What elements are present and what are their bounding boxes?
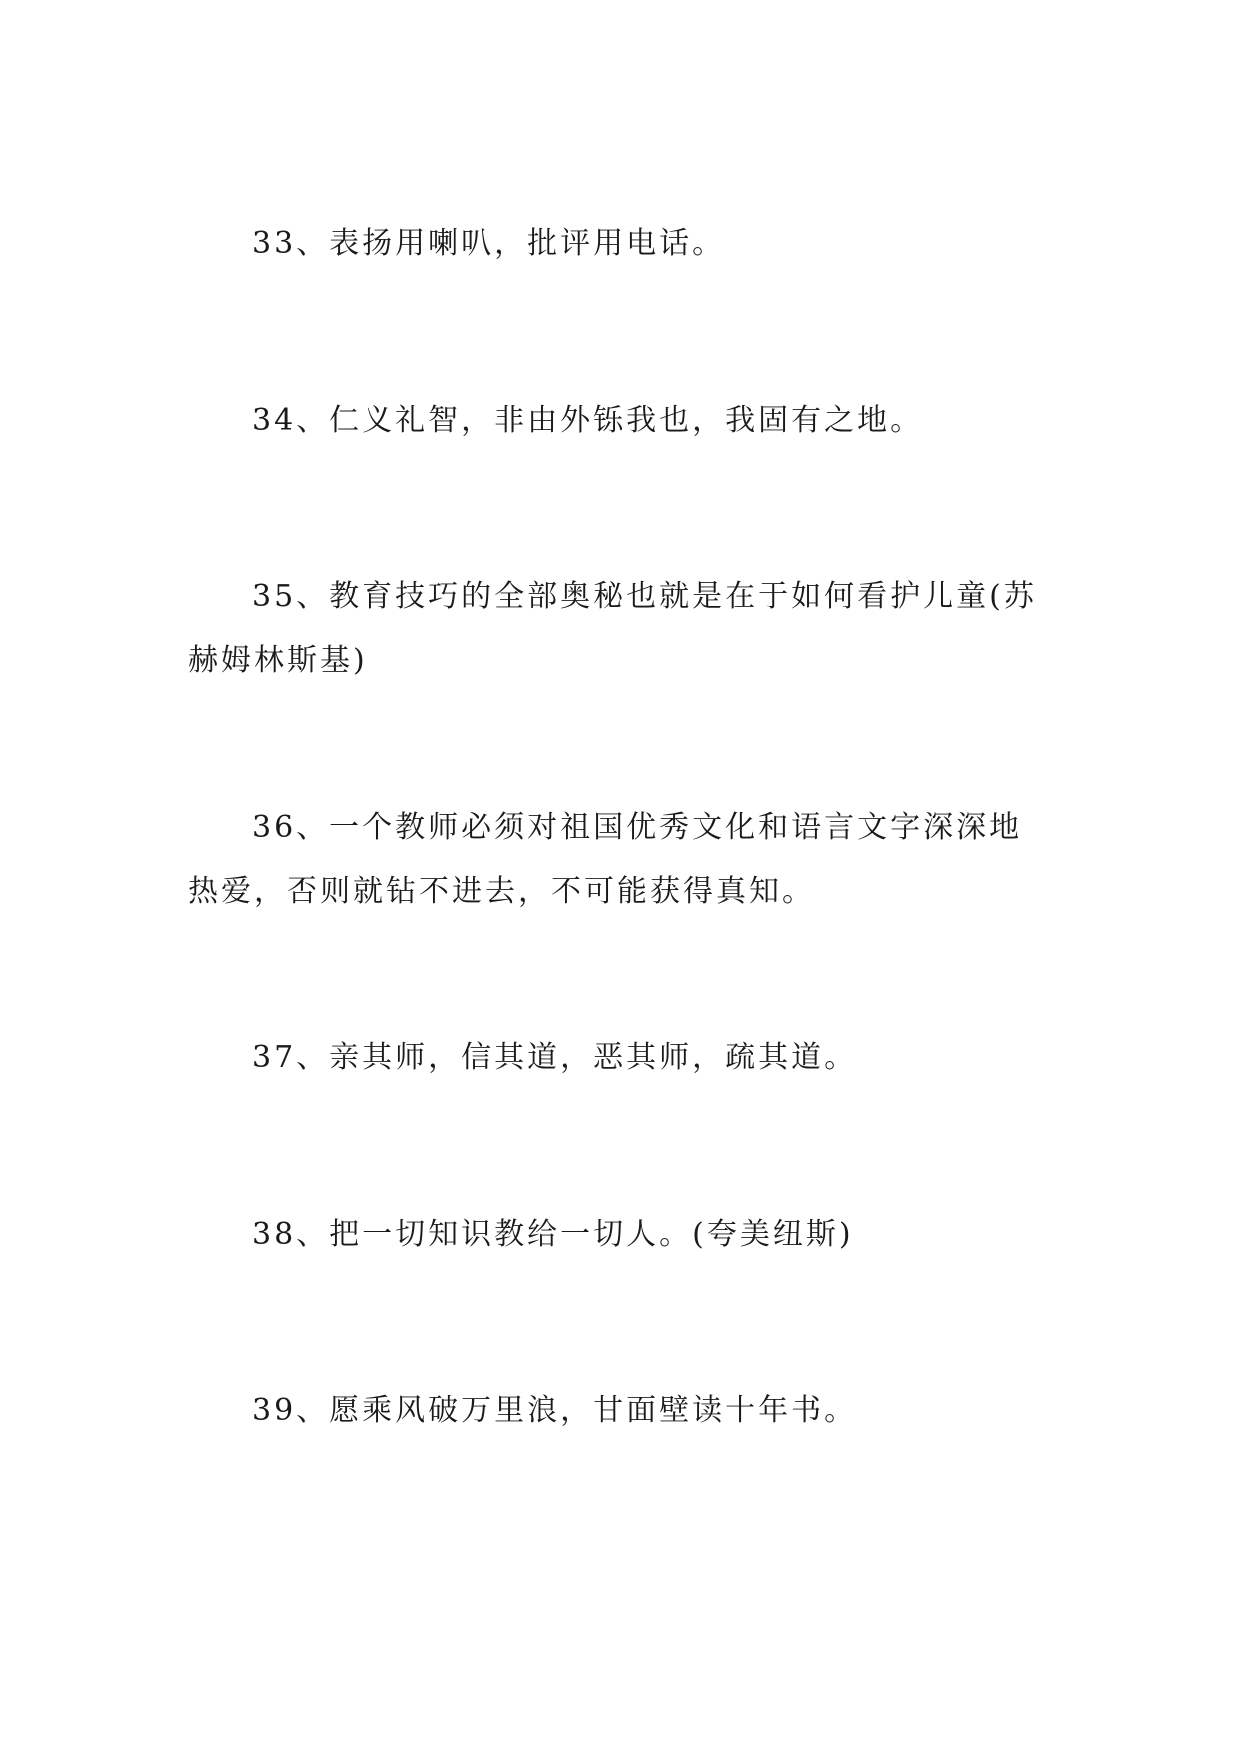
quote-35: 35、教育技巧的全部奥秘也就是在于如何看护儿童(苏赫姆林斯基) — [188, 579, 1037, 678]
quote-39: 39、愿乘风破万里浪，甘面壁读十年书。 — [252, 1393, 858, 1428]
quote-37: 37、亲其师，信其道，恶其师，疏其道。 — [252, 1040, 858, 1075]
quote-36: 36、一个教师必须对祖国优秀文化和语言文字深深地热爱，否则就钻不进去，不可能获得真知。 — [188, 810, 1023, 909]
quote-33: 33、表扬用喇叭，批评用电话。 — [252, 226, 726, 261]
quote-34: 34、仁义礼智，非由外铄我也，我固有之地。 — [252, 403, 924, 438]
quote-38: 38、把一切知识教给一切人。(夸美纽斯) — [252, 1217, 854, 1252]
